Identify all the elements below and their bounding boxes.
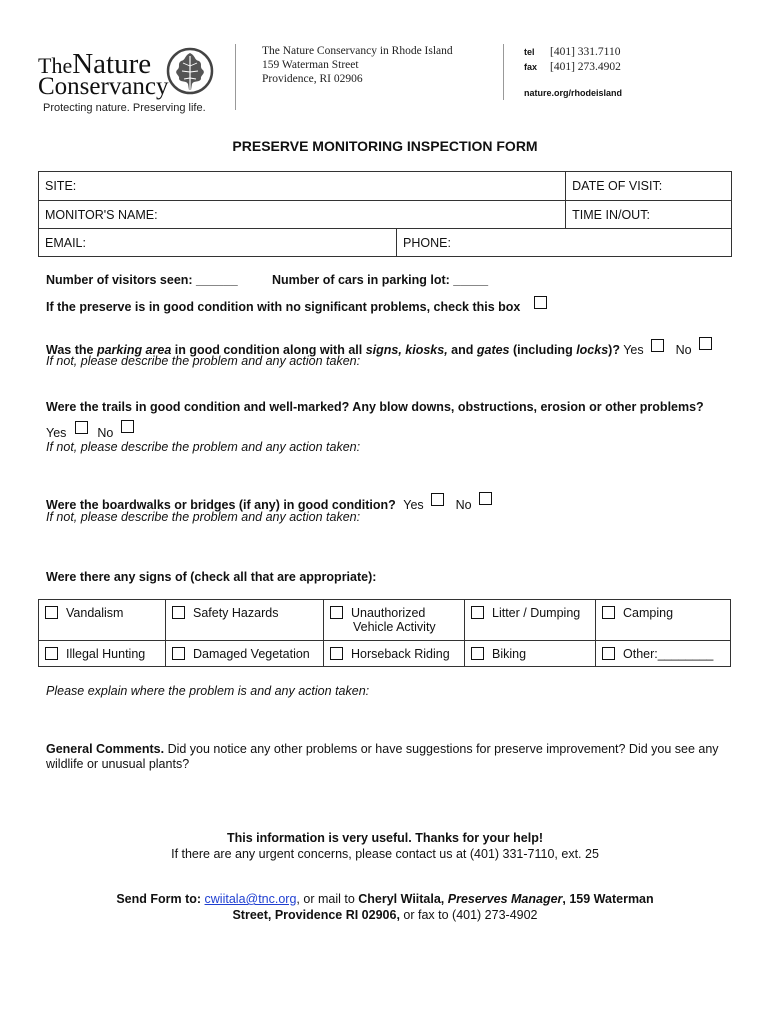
general-comments [46, 742, 726, 772]
sign-label: Vehicle Activity [353, 620, 436, 634]
parking-yes-checkbox[interactable] [651, 339, 664, 352]
trails-yes-checkbox[interactable] [75, 421, 88, 434]
logo-tagline: Protecting nature. Preserving life. [43, 102, 206, 114]
sign-label: Other:________ [623, 647, 714, 661]
trails-if-not: If not, please describe the problem and any action taken: [46, 440, 361, 454]
sign-unauthorized[interactable] [324, 600, 465, 641]
sign-vandalism[interactable] [39, 600, 166, 641]
sign-label: Vandalism [66, 606, 124, 620]
urgent-text: If there are any urgent concerns, please contact us at (401) 331-7110, ext. 25 [171, 847, 599, 861]
signs-question: Were there any signs of (check all that are appropriate): [46, 570, 377, 584]
q-text: Was the [46, 343, 97, 357]
send-label: Send Form to: [116, 892, 205, 906]
unauthorized-checkbox[interactable] [330, 606, 343, 619]
good-condition-row [46, 296, 547, 314]
q-text: gates [476, 343, 510, 357]
contact-block [524, 44, 684, 98]
sign-label: Unauthorized [351, 606, 426, 620]
monitor-name-field[interactable]: MONITOR'S NAME: [39, 201, 566, 229]
sign-label: Damaged Vegetation [193, 647, 310, 661]
sign-label: Horseback Riding [351, 647, 450, 661]
sign-horseback[interactable] [324, 641, 465, 667]
q-text: )? [608, 343, 620, 357]
sign-label: Litter / Dumping [492, 606, 581, 620]
q-text: signs, kiosks, [365, 343, 448, 357]
explain-prompt: Please explain where the problem is and any action taken: [46, 684, 370, 698]
sign-biking[interactable] [465, 641, 596, 667]
vandalism-checkbox[interactable] [45, 606, 58, 619]
hunting-checkbox[interactable] [45, 647, 58, 660]
boardwalks-no-checkbox[interactable] [479, 492, 492, 505]
fax-text: or fax to (401) 273-4902 [399, 908, 538, 922]
site-field[interactable]: SITE: [39, 172, 566, 201]
sign-label: Illegal Hunting [66, 647, 146, 661]
litter-checkbox[interactable] [471, 606, 484, 619]
logo-the: The [38, 53, 73, 78]
q-text: in good condition along with all [171, 343, 366, 357]
safety-checkbox[interactable] [172, 606, 185, 619]
sign-camping[interactable] [596, 600, 731, 641]
good-condition-checkbox[interactable] [534, 296, 547, 309]
vegetation-checkbox[interactable] [172, 647, 185, 660]
mail-address-city: Street, Providence RI 02906, [232, 908, 400, 922]
manager-role: Preserves Manager [447, 892, 563, 906]
address-line-street: 159 Waterman Street [262, 59, 359, 71]
date-field[interactable]: DATE OF VISIT: [566, 172, 732, 201]
fax-label: fax [524, 62, 538, 72]
trails-answer-row [46, 420, 134, 440]
website: nature.org/rhodeisland [524, 88, 623, 98]
visitors-count[interactable]: Number of visitors seen: ______ [46, 273, 238, 287]
sign-other[interactable] [596, 641, 731, 667]
address-line-city: Providence, RI 02906 [262, 73, 363, 85]
trails-no-checkbox[interactable] [121, 420, 134, 433]
sign-label: Safety Hazards [193, 606, 279, 620]
parking-no-checkbox[interactable] [699, 337, 712, 350]
camping-checkbox[interactable] [602, 606, 615, 619]
trails-no-label: No [97, 426, 114, 440]
header-divider-right [503, 44, 504, 100]
q-text: and [447, 343, 477, 357]
header-divider-left [235, 44, 236, 110]
email-field[interactable]: EMAIL: [39, 229, 397, 257]
tel-value: [401] 331.7110 [550, 46, 621, 58]
manager-name: Cheryl Wiitala, [358, 892, 448, 906]
general-comments-label: General Comments. [46, 742, 165, 756]
logo-conservancy: Conservancy [38, 73, 169, 100]
parking-no-label: No [675, 343, 692, 357]
q-text: parking area [96, 343, 172, 357]
tel-label: tel [524, 47, 535, 57]
boardwalks-yes-checkbox[interactable] [431, 493, 444, 506]
other-checkbox[interactable] [602, 647, 615, 660]
boardwalks-yes-label: Yes [403, 498, 424, 512]
parking-if-not: If not, please describe the problem and any action taken: [46, 354, 361, 368]
sign-hunting[interactable] [39, 641, 166, 667]
oak-leaf-icon [166, 46, 214, 96]
general-comments-text: Did you notice any other problems or have suggestions for preserve improvement? Did you see any wildlife or unusual plants? [46, 742, 719, 771]
time-field[interactable]: TIME IN/OUT: [566, 201, 732, 229]
phone-field[interactable]: PHONE: [397, 229, 732, 257]
boardwalks-no-label: No [455, 498, 472, 512]
mail-address: , 159 Waterman [562, 892, 654, 906]
send-form [0, 891, 770, 923]
sign-safety[interactable] [166, 600, 324, 641]
q-text: locks [576, 343, 609, 357]
parking-yes-label: Yes [623, 343, 644, 357]
form-title: PRESERVE MONITORING INSPECTION FORM [232, 138, 538, 154]
cars-count[interactable]: Number of cars in parking lot: _____ [272, 273, 489, 287]
address-block [262, 44, 453, 86]
q-text: (including [509, 343, 577, 357]
info-table [38, 171, 732, 257]
thanks-text: This information is very useful. Thanks for your help! [226, 831, 544, 845]
sign-vegetation[interactable] [166, 641, 324, 667]
sign-litter[interactable] [465, 600, 596, 641]
signs-table [38, 599, 731, 667]
email-link[interactable]: cwiitala@tnc.org [204, 892, 297, 906]
biking-checkbox[interactable] [471, 647, 484, 660]
boardwalks-question: Were the boardwalks or bridges (if any) in good condition? [46, 498, 396, 512]
send-text: , or mail to [296, 892, 359, 906]
sign-label: Camping [623, 606, 674, 620]
boardwalks-row [46, 492, 492, 512]
trails-question: Were the trails in good condition and well-marked? Any blow downs, obstructions, erosion or other problems? [46, 400, 704, 414]
trails-yes-label: Yes [46, 426, 67, 440]
logo [38, 46, 228, 116]
address-line-org: The Nature Conservancy in Rhode Island [262, 45, 453, 57]
horseback-checkbox[interactable] [330, 647, 343, 660]
good-condition-label: If the preserve is in good condition with no significant problems, check this box [46, 300, 521, 314]
boardwalks-if-not: If not, please describe the problem and any action taken: [46, 510, 361, 524]
fax-value: [401] 273.4902 [550, 61, 621, 73]
sign-label: Biking [492, 647, 527, 661]
logo-nature: Nature [72, 48, 152, 80]
